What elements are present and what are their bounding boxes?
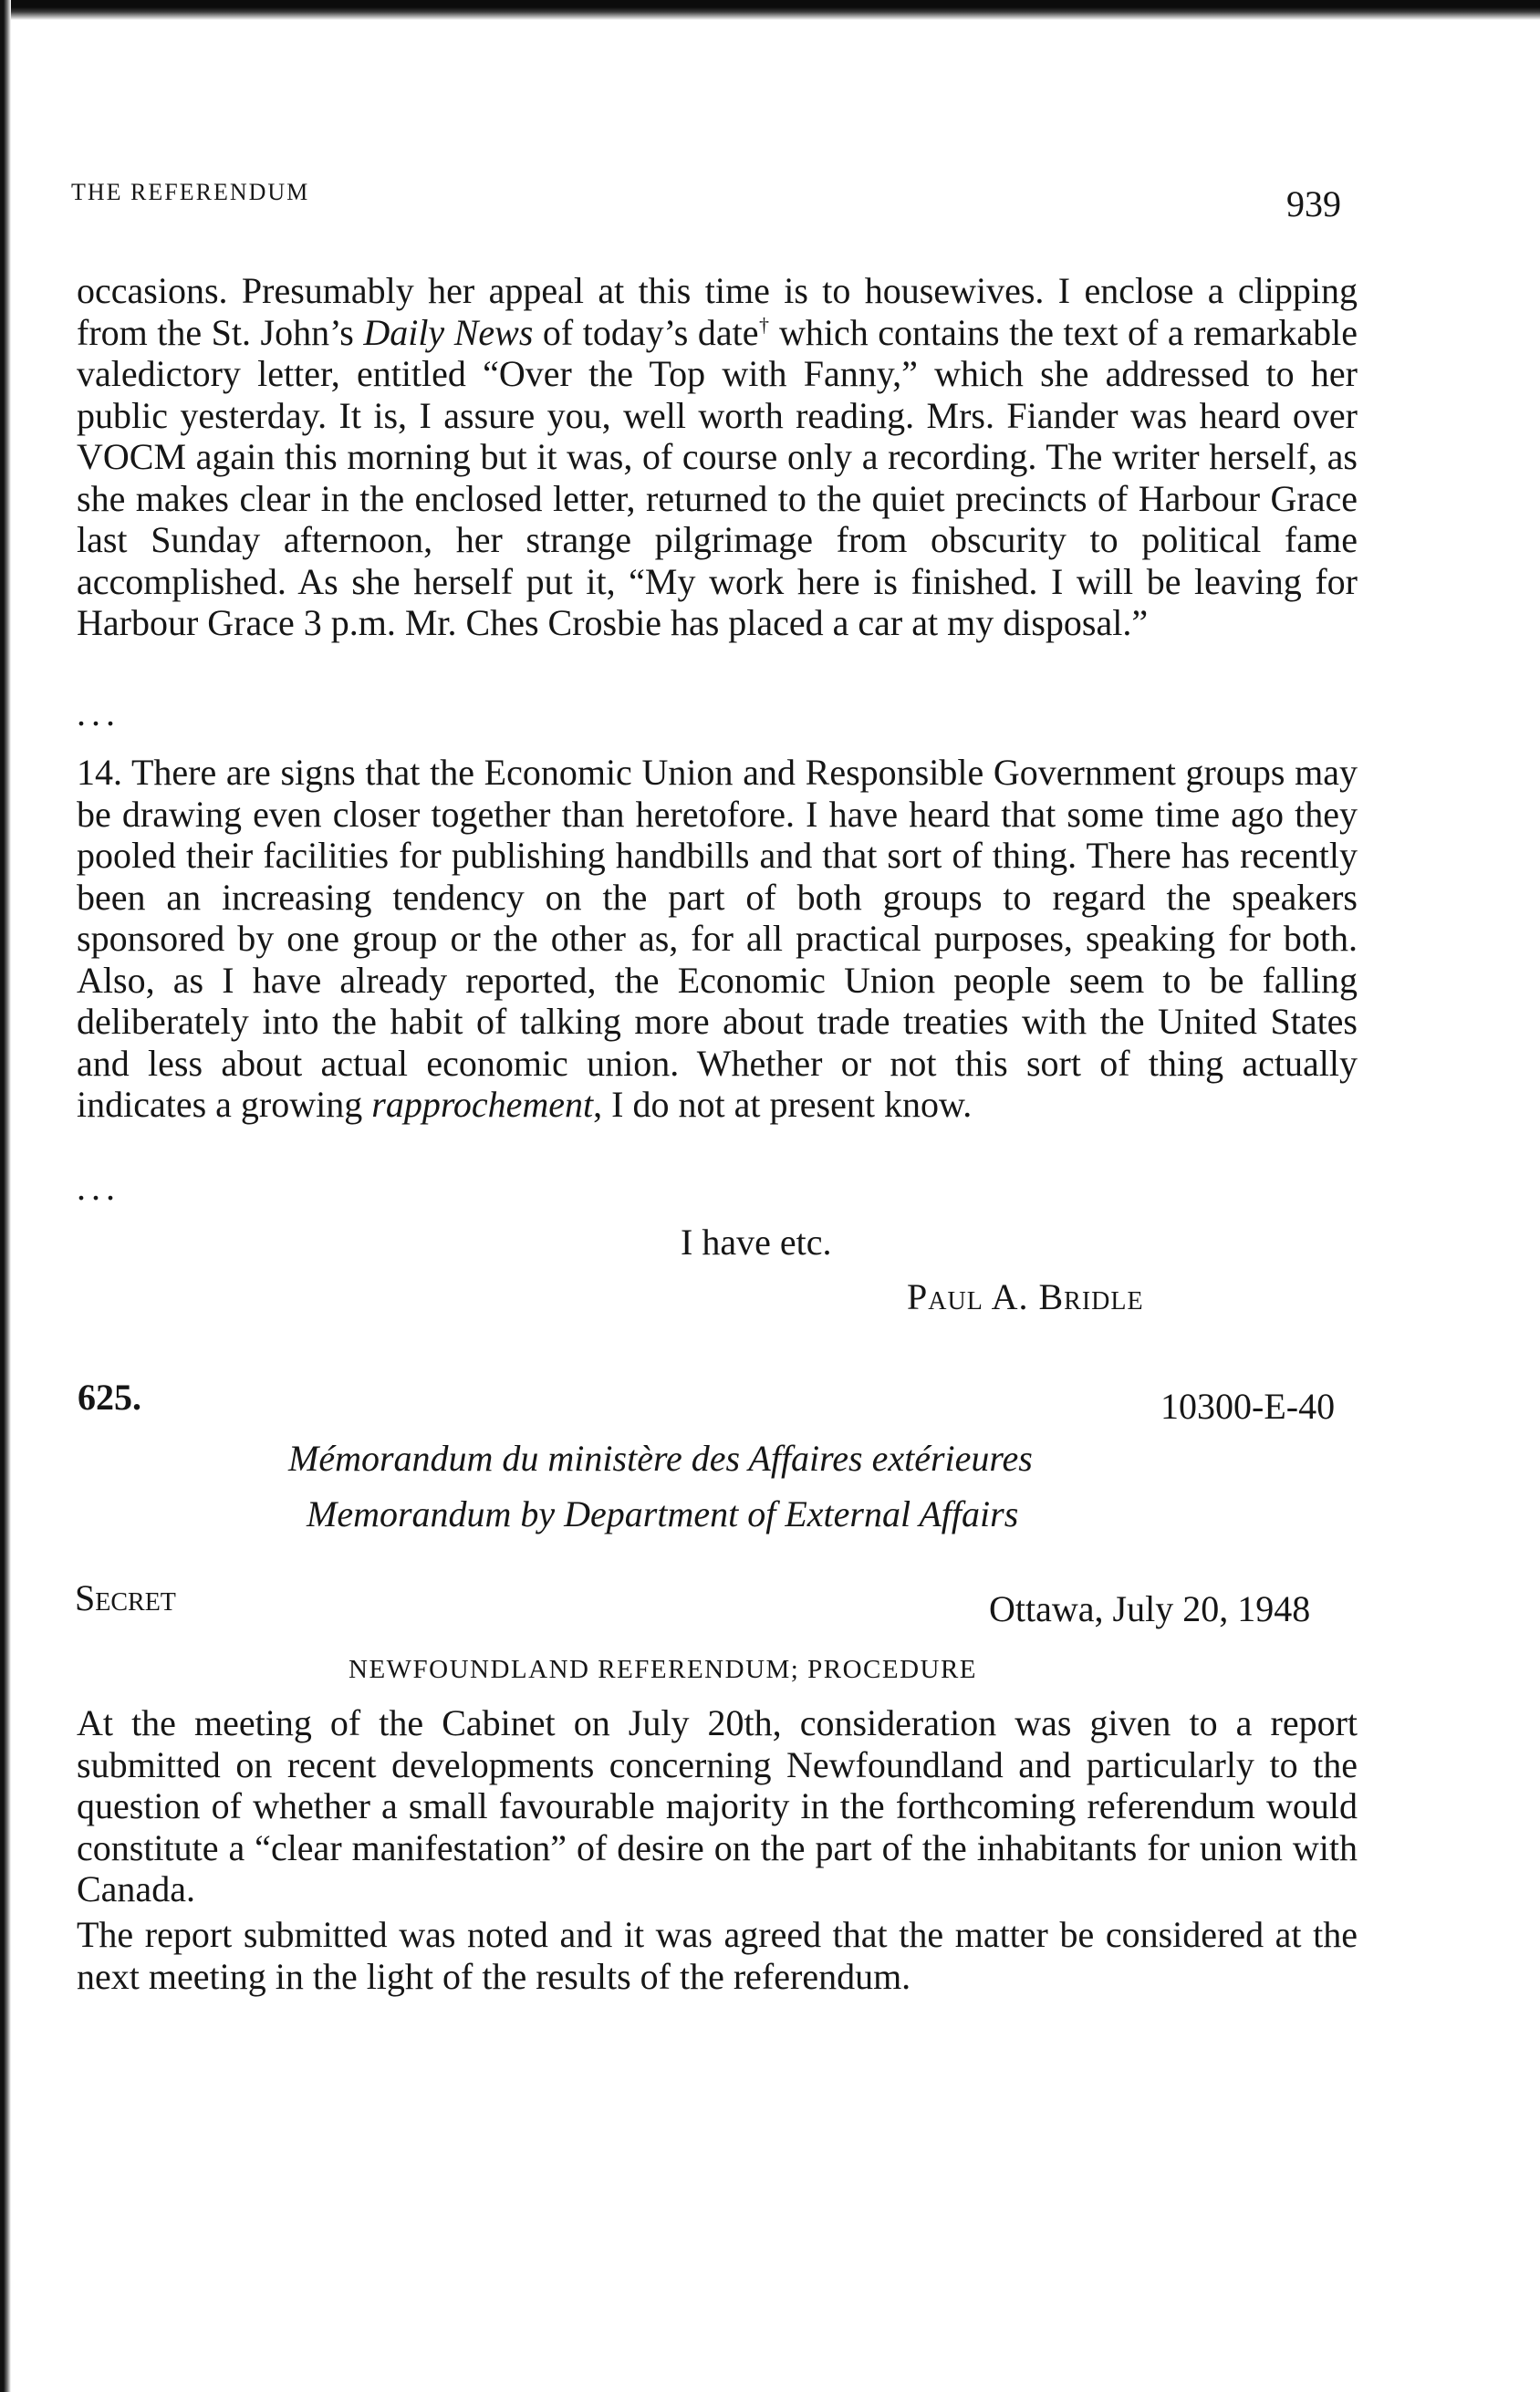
footnote-mark: † [758,313,770,337]
omission-ellipsis: ... [77,1167,120,1208]
paragraph-text: 14. There are signs that the Economic Union and Responsible Government groups may be drawing even closer together than heretofore. I have heard that some time ago they pooled their facilities for publishing handbills and that sort of thing. There has recently been an increasing tendency on the part of both groups to regard the speakers sponsored by one group or the other as, for all practical purposes, speaking for both. Also, as I have already reported, the Economic Union people seem to be falling deliberately into the habit of talking more about trade treaties with the United States and less about actual economic union. Whether or not this sort of thing actually indicates a growing [77,752,1358,1125]
file-reference: 10300-E-40 [1160,1386,1336,1427]
subject-heading: NEWFOUNDLAND REFERENDUM; PROCEDURE [349,1655,978,1684]
paragraph-text: which contains the text of a remarkable valedictory letter, entitled “Over the Top with Fanny,” which she addressed to her public yesterday. It is, I assure you, well worth reading. Mrs. Fiander was heard over VOCM again this morning but it was, of course only a recording. The writer herself, as she makes clear in the enclosed letter, returned to the quiet precincts of Harbour Grace last Sunday afternoon, her strange pilgrimage from obscurity to political fame accomplished. As she herself put it, “My work here is finished. I will be leaving for Harbour Grace 3 p.m. Mr. Ches Crosbie has placed a car at my disposal.” [77,311,1358,643]
paragraph-text: , I do not at present know. [593,1084,973,1125]
running-head: THE REFERENDUM [71,179,310,205]
italic-term: rapprochement [371,1084,594,1125]
paragraph-text: occasions. Presumably her appeal at this time is to housewives. I enclose a clipping from the St. John’s [77,270,1358,353]
memo-paragraph-1: At the meeting of the Cabinet on July 20th, consideration was given to a report submitted on recent developments concerning Newfoundland and particularly to the question of whether a small favourable majority in the forthcoming referendum would constitute a “clear manifestation” of desire on the part of the inhabitants for union with Canada. [77,1702,1358,1909]
document-title-french: Mémorandum du ministère des Affaires extérieures [288,1438,1033,1479]
date-line: Ottawa, July 20, 1948 [989,1588,1311,1629]
paragraph-14 [77,752,1358,1126]
security-classification: Secret [75,1577,176,1618]
document-title-english: Memorandum by Department of External Affairs [307,1493,1019,1534]
signature: Paul A. Bridle [907,1276,1144,1317]
newspaper-title: Daily News [363,311,534,353]
closing-line: I have etc. [681,1222,832,1263]
paragraph-text: of today’s date [533,311,759,353]
memo-paragraph-2: The report submitted was noted and it was agreed that the matter be considered at the next meeting in the light of the results of the referendum. [77,1914,1358,1997]
paragraph-continuation [77,270,1358,644]
document-number: 625. [78,1377,141,1418]
page-number: 939 [1286,183,1341,224]
omission-ellipsis: ... [77,692,120,733]
